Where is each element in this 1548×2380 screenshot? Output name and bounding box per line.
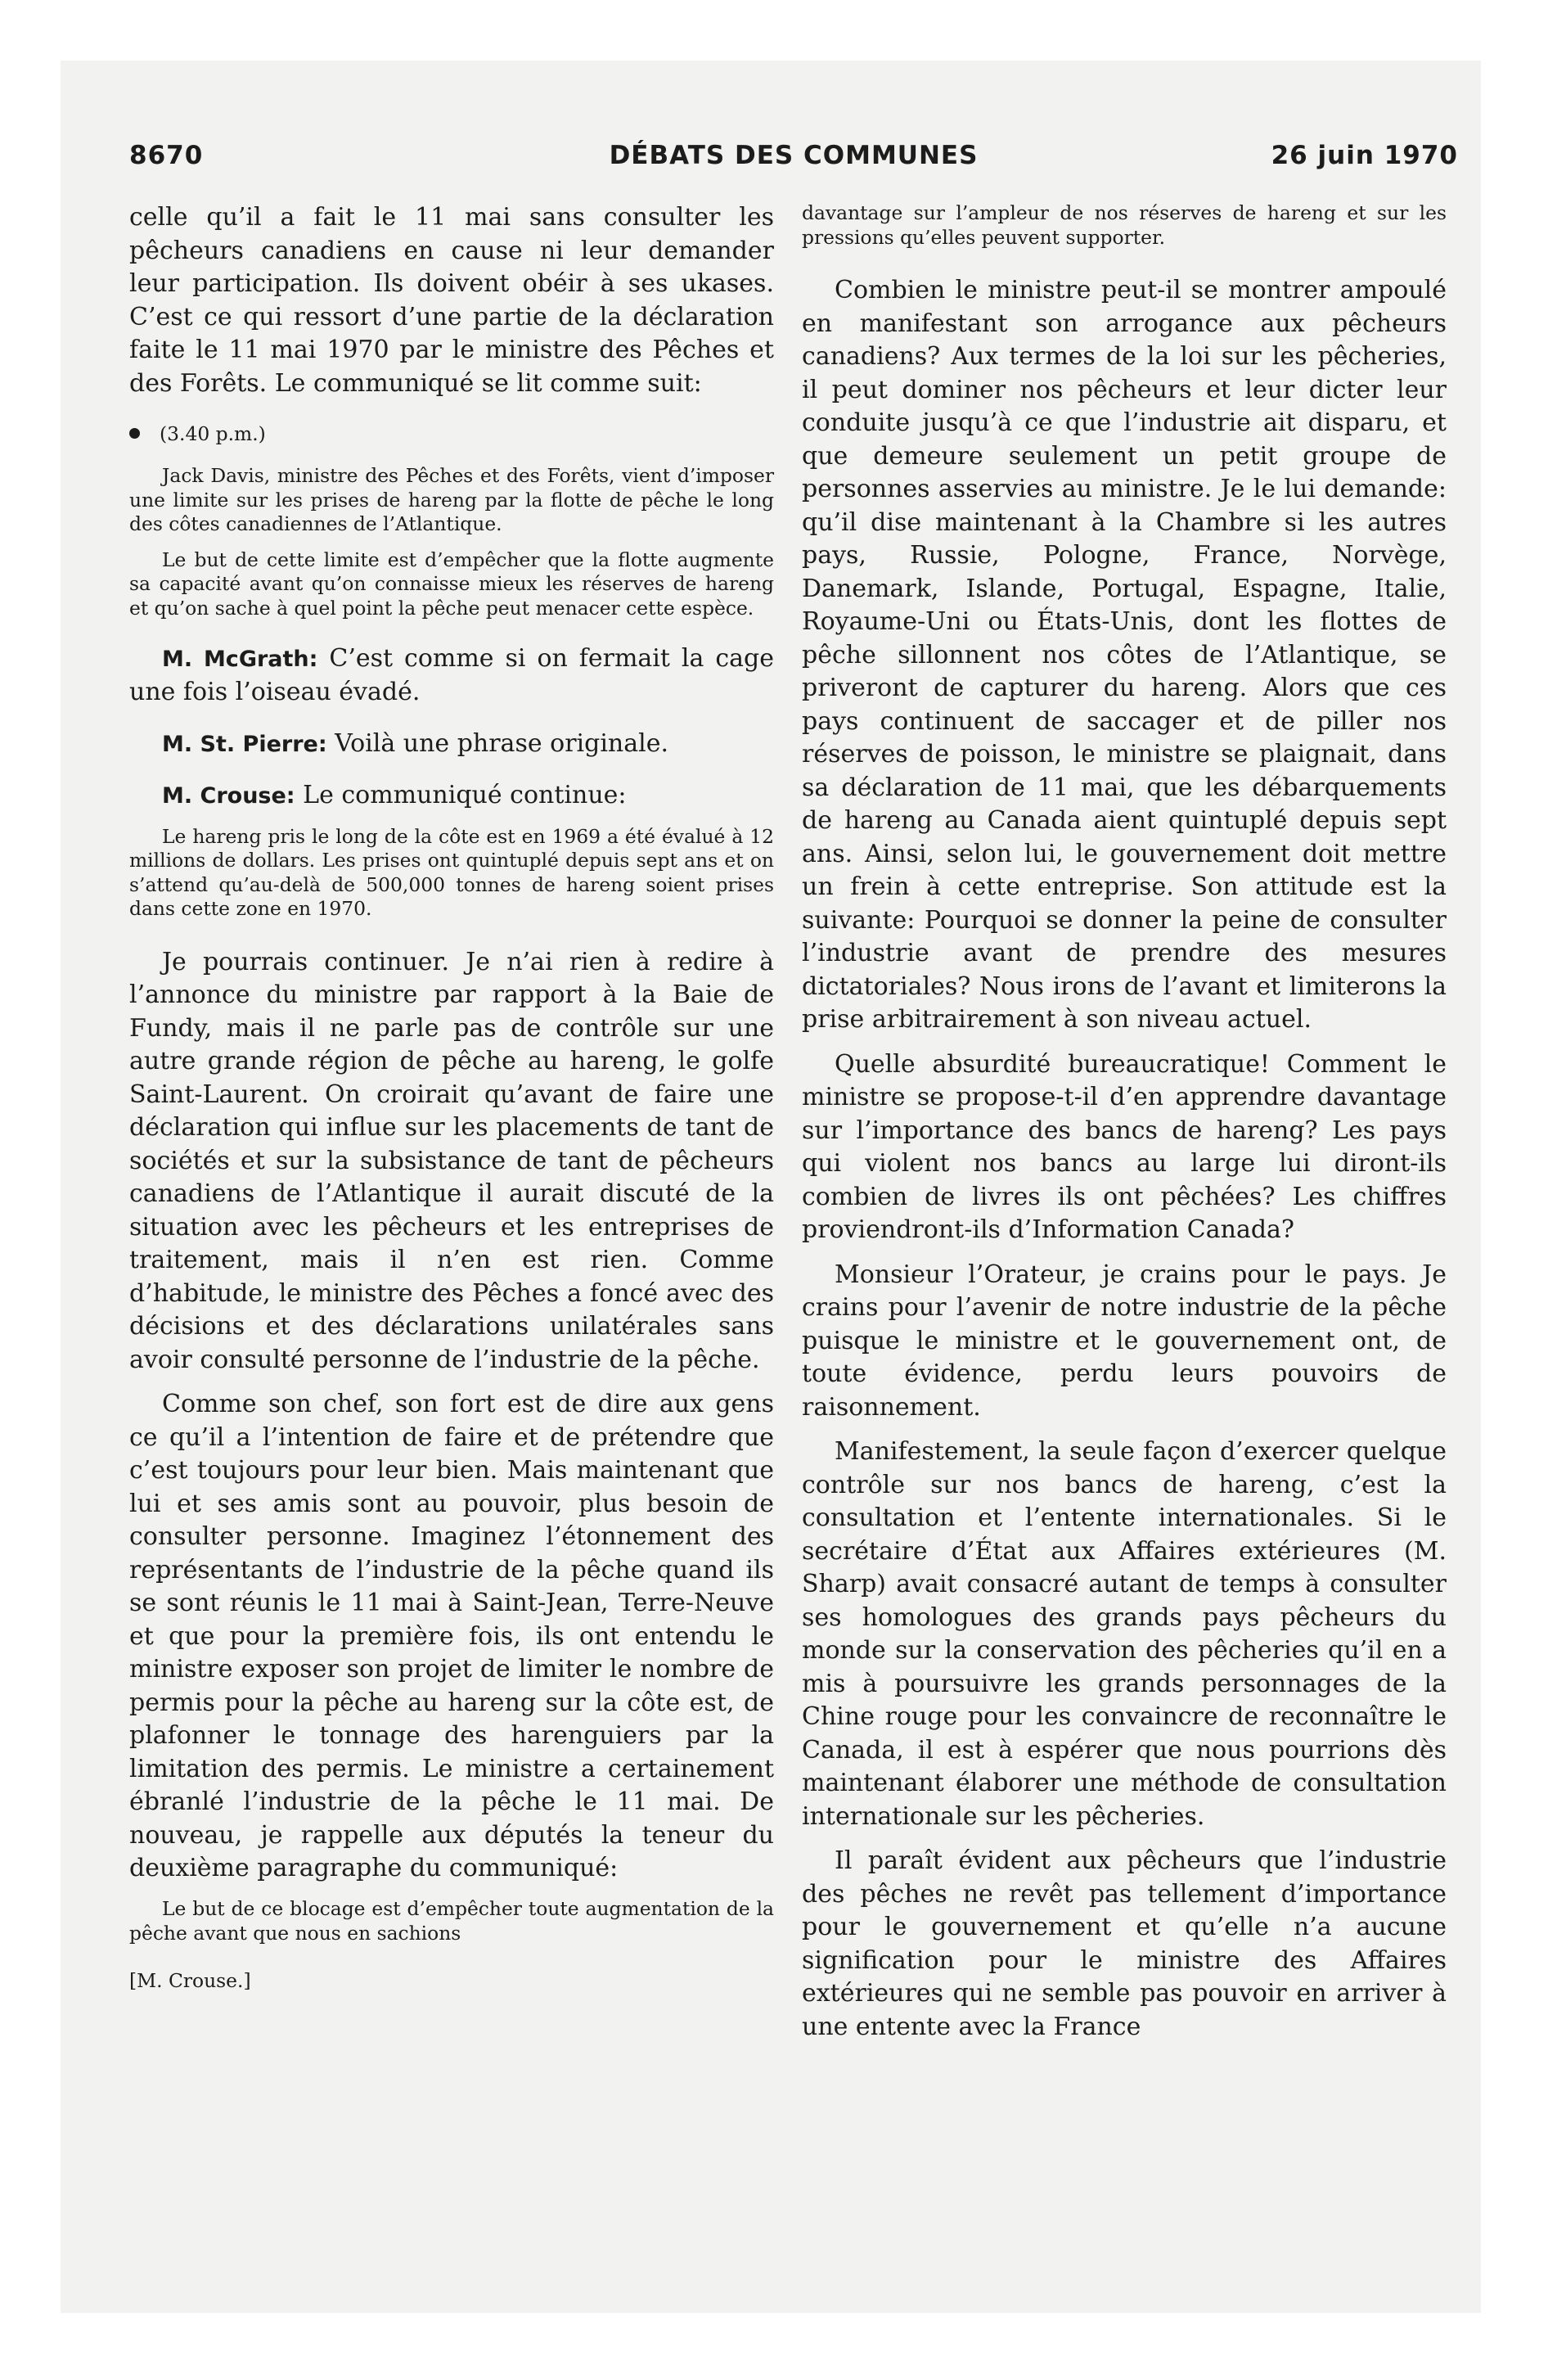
quotation: Le but de ce blocage est d’empêcher toute augmentation de la pêche avant que nous en sachions: [129, 1896, 774, 1945]
paragraph: Monsieur l’Orateur, je crains pour le pays. Je crains pour l’avenir de notre industrie de la pêche puisque le ministre et le gouvernement ont, de toute évidence, perdu leurs pouvoirs de raisonnement.: [802, 1260, 1447, 1422]
paragraph: Manifestement, la seule façon d’exercer quelque contrôle sur nos bancs de hareng, c’est la consultation et l’entente internationales. Si le secrétaire d’État aux Affaires extérieures (M. Sharp) avait consacré autant de temps à consulter ses homologues des grands pays pêcheurs du monde sur la conservation des pêcheries qu’il en a mis à poursuivre les grands personnages de la Chine rouge pour les convaincre de reconnaître le Canada, il est à espérer que nous pourrions dès maintenant élaborer une méthode de consultation internationale sur les pêcheries.: [802, 1437, 1447, 1831]
speaker-name: M. St. Pierre:: [162, 731, 327, 757]
paragraph: Comme son chef, son fort est de dire aux gens ce qu’il a l’intention de faire et de prétendre que c’est toujours pour leur bien. Mais maintenant que lui et ses amis sont au pouvoir, plus besoin de consulter personne. Imaginez l’étonnement des représentants de l’industrie de la pêche quand ils se sont réunis le 11 mai à Saint-Jean, Terre-Neuve et que pour la première fois, ils ont entendu le ministre exposer son projet de limiter le nombre de permis pour la pêche au hareng sur la côte est, de plafonner le tonnage des harenguiers par la limitation des permis. Le ministre a certainement ébranlé l’industrie de la pêche le 11 mai. De nouveau, je rappelle aux députés la teneur du deuxième paragraphe du communiqué:: [129, 1390, 774, 1883]
quotation: davantage sur l’ampleur de nos réserves de hareng et sur les pressions qu’elles peuvent supporter.: [802, 201, 1447, 249]
bullet-icon: [129, 428, 140, 439]
quotation: Le but de cette limite est d’empêcher que la flotte augmente sa capacité avant qu’on connaisse mieux les réserves de hareng et qu’on sache à quel point la pêche peut menacer cette espèce.: [129, 548, 774, 620]
speaker-intervention: [129, 642, 774, 710]
right-column: [802, 201, 1447, 2044]
time-marker: [129, 421, 774, 446]
speaker-name: M. Crouse:: [162, 783, 295, 809]
paragraph: Je pourrais continuer. Je n’ai rien à redire à l’annonce du ministre par rapport à la Baie de Fundy, mais il ne parle pas de contrôle sur une autre grande région de pêche au hareng, le golfe Saint-Laurent. On croirait qu’avant de faire une déclaration qui influe sur les placements de tant de sociétés et sur la subsistance de tant de pêcheurs canadiens de l’Atlantique il aurait discuté de la situation avec les pêcheurs et les entreprises de traitement, mais il n’en est rien. Comme d’habitude, le ministre des Pêches a foncé avec des décisions et des déclarations unilatérales sans avoir consulté personne de l’industrie de la pêche.: [129, 947, 774, 1374]
speech-text: C’est comme si on fermait la cage une fois l’oiseau évadé.: [129, 643, 774, 707]
paragraph: celle qu’il a fait le 11 mai sans consulter les pêcheurs canadiens en cause ni leur demander leur participation. Ils doivent obéir à ses ukases. C’est ce qui ressort d’une partie de la déclaration faite le 11 mai 1970 par le ministre des Pêches et des Forêts. Le communiqué se lit comme suit:: [129, 203, 774, 398]
quotation: Le hareng pris le long de la côte est en 1969 a été évalué à 12 millions de dollars. Les prises ont quintuplé depuis sept ans et on s’attend qu’au-delà de 500,000 tonnes de hareng soient prises dans cette zone en 1970.: [129, 824, 774, 921]
paragraph: Quelle absurdité bureaucratique! Comment le ministre se propose-t-il d’en apprendre davantage sur l’importance des bancs de hareng? Les pays qui violent nos bancs au large lui diront-ils combien de livres ils ont pêchées? Les chiffres proviendront-ils d’Information Canada?: [802, 1049, 1447, 1245]
speaker-attribution: [M. Crouse.]: [129, 1969, 251, 1993]
quotation: Jack Davis, ministre des Pêches et des Forêts, vient d’imposer une limite sur les prises de hareng par la flotte de pêche le long des côtes canadiennes de l’Atlantique.: [129, 464, 774, 536]
speaker-name: M. McGrath:: [162, 646, 318, 672]
page-number: 8670: [129, 141, 204, 170]
speech-text: Le communiqué continue:: [295, 781, 627, 810]
paragraph: Il paraît évident aux pêcheurs que l’industrie des pêches ne revêt pas tellement d’importance pour le gouvernement et qu’elle n’a aucune signification pour le ministre des Affaires extérieures qui ne semble pas pouvoir en arriver à une entente avec la France: [802, 1846, 1447, 2041]
time-stamp: (3.40 p.m.): [160, 422, 266, 445]
speaker-intervention: [129, 728, 774, 762]
paragraph: Combien le ministre peut-il se montrer ampoulé en manifestant son arrogance aux pêcheurs canadiens? Aux termes de la loi sur les pêcheries, il peut dominer nos pêcheurs et leur dicter leur conduite jusqu’à ce que l’industrie ait disparu, et que demeure seulement un petit groupe de personnes asservies au ministre. Je le lui demande: qu’il dise maintenant à la Chambre si les autres pays, Russie, Pologne, France, Norvège, Danemark, Islande, Portugal, Espagne, Italie, Royaume-Uni ou États-Unis, dont les flottes de pêche sillonnent nos côtes de l’Atlantique, se priveront de capturer du hareng. Alors que ces pays continuent de saccager et de piller nos réserves de poisson, le ministre se plaignait, dans sa déclaration de 11 mai, que les débarquements de hareng au Canada aient quintuplé depuis sept ans. Ainsi, selon lui, le gouvernement doit mettre un frein à cette entreprise. Son attitude est la suivante: Pourquoi se donner la peine de consulter l’industrie avant de prendre des mesures dictatoriales? Nous irons de l’avant et limiterons la prise arbitrairement à son niveau actuel.: [802, 276, 1447, 1034]
publication-title: DÉBATS DES COMMUNES: [609, 141, 979, 170]
left-column: [129, 201, 774, 1993]
page-date: 26 juin 1970: [1271, 141, 1458, 170]
speech-text: Voilà une phrase originale.: [326, 728, 669, 758]
speaker-intervention: [129, 779, 774, 814]
page-header: [129, 141, 1458, 174]
